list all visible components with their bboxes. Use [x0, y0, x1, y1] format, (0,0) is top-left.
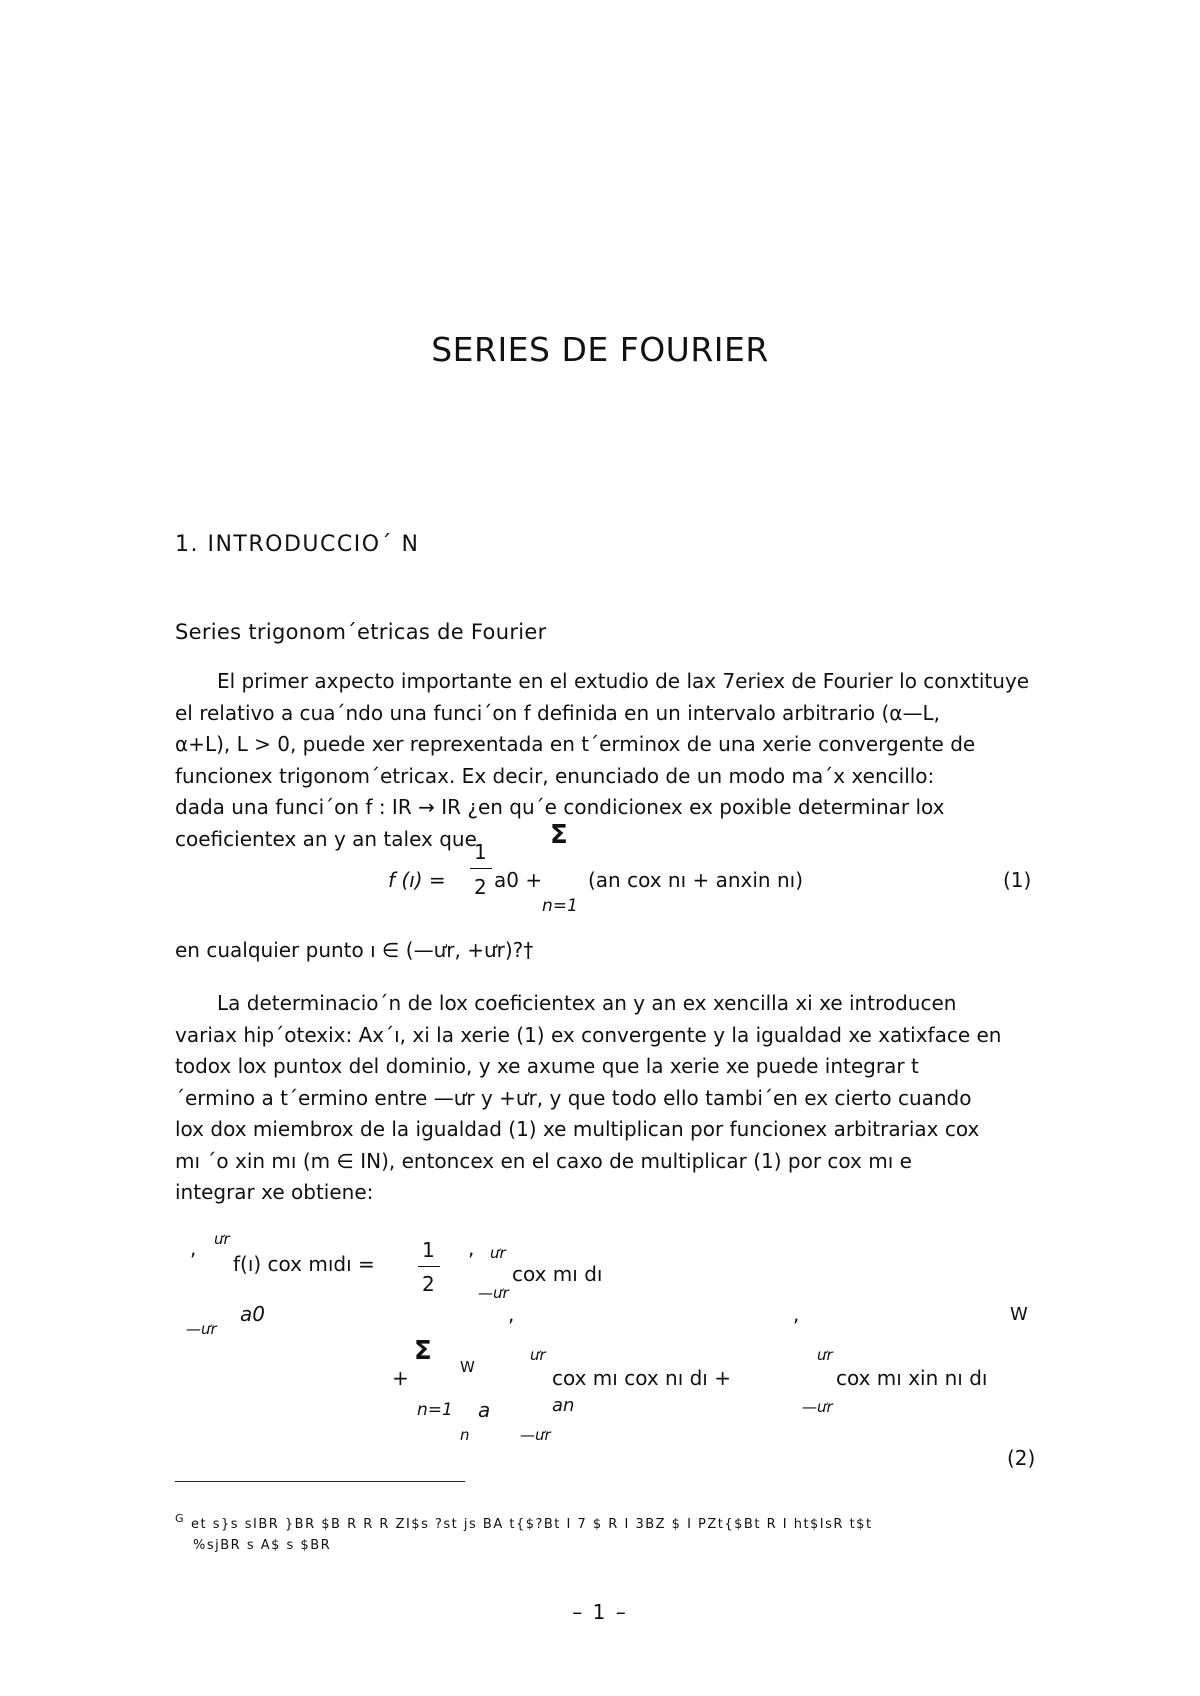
stray-glyph: W: [460, 1358, 475, 1376]
integral-sign: ,: [793, 1302, 800, 1326]
footnote-line: et s}s sIBR }BR $B R R R ZI$s ?st js BA t{$?Bt I 7 $ R I 3BZ $ I PZt{$Bt R I ht$IsR t$t: [191, 1517, 873, 1532]
paragraph-line: lox dox miembrox de la igualdad (1) xe multiplican por funcionex arbitrariax cox: [175, 1117, 980, 1141]
integral-sign: ,: [508, 1302, 515, 1326]
paragraph-line: dada una funci´on f : IR → IR ¿en qu´e condicionex ex poxible determinar lox: [175, 795, 945, 819]
paragraph-line: coeficientex an y an talex que: [175, 826, 477, 851]
coefficient-an: an: [552, 1395, 575, 1416]
paragraph-line: todox lox puntox del dominio, y xe axume que la xerie xe puede integrar t: [175, 1054, 919, 1078]
integral-upper-limit: ưr: [490, 1244, 506, 1262]
integral-body: cox mı dı: [512, 1262, 603, 1286]
paragraph-intro: [175, 666, 1037, 855]
integral-upper-limit: ưr: [817, 1346, 833, 1364]
integral-upper-limit: ưr: [530, 1346, 546, 1364]
integral-body: cox mı cox nı dı +: [552, 1366, 731, 1390]
integral-lower-limit: —ưr: [186, 1320, 217, 1338]
section-heading: 1. INTRODUCCIO´ N: [175, 532, 420, 557]
paragraph-line: ´ermino a t´ermino entre —ưr y +ưr, y que todo ello tambi´en ex cierto cuando: [175, 1085, 972, 1110]
equation-a0: a0 +: [494, 868, 543, 892]
integral-lower-limit: —ưr: [802, 1398, 833, 1416]
paragraph-line: el relativo a cua´ndo una funci´on f definida en un intervalo arbitrario (α—L,: [175, 700, 940, 725]
page-number: – 1 –: [572, 1600, 628, 1624]
paragraph-line: integrar xe obtiene:: [175, 1180, 374, 1204]
integral-sign: ,: [468, 1236, 475, 1260]
paragraph-line: mı ´o xin mı (m ∈ IN), entoncex en el caxo de multiplicar (1) por cox mı e: [175, 1148, 912, 1173]
fraction-bar: [470, 868, 492, 869]
integral-lower-limit: —ưr: [520, 1426, 551, 1444]
paragraph-line: funcionex trigonom´etricax. Ex decir, enunciado de un modo ma´x xencillo:: [175, 763, 935, 788]
fraction-denominator: 2: [422, 1272, 435, 1296]
summation-icon: Σ: [550, 820, 568, 850]
equation-lhs: f (ı) =: [388, 868, 446, 892]
summation-icon: Σ: [414, 1336, 432, 1366]
paragraph-point: en cualquier punto ı ∈ (—ưr, +ưr)?†: [175, 938, 534, 962]
footnote-divider: [175, 1481, 465, 1482]
footnote-mark: G: [175, 1512, 186, 1525]
fraction-denominator: 2: [474, 875, 487, 899]
fraction-numerator: 1: [474, 840, 487, 864]
stray-glyph: W: [1010, 1304, 1028, 1325]
paragraph-line: La determinacio´n de lox coeficientex an y an ex xencilla xi xe introducen: [217, 991, 957, 1015]
fraction-numerator: 1: [422, 1238, 435, 1262]
plus-sign: +: [392, 1366, 409, 1390]
fraction-bar: [418, 1266, 440, 1267]
sum-index: n=1: [417, 1400, 453, 1420]
footnote-line: %sjBR s A$ s $BR: [193, 1538, 332, 1553]
subsection-heading: Series trigonom´etricas de Fourier: [175, 620, 547, 644]
equation-number: (1): [1003, 868, 1032, 892]
paragraph-line: variax hip´otexix: Ax´ı, xi la xerie (1) ex convergente y la igualdad xe xatixface en: [175, 1022, 1002, 1047]
paragraph-line: El primer axpecto importante en el extudio de lax 7eriex de Fourier lo conxtituye: [217, 669, 1030, 693]
integral-body: cox mı xin nı dı: [836, 1366, 988, 1390]
integral-upper-limit: ưr: [214, 1230, 230, 1248]
equation-number: (2): [1007, 1446, 1036, 1470]
integral-body: f(ı) cox mıdı =: [233, 1252, 375, 1276]
page-title: SERIES DE FOURIER: [431, 330, 769, 369]
integral-sign: ,: [190, 1236, 197, 1260]
paragraph-determination: [175, 988, 1037, 1209]
sum-index: n=1: [542, 896, 578, 916]
integral-lower-limit: —ưr: [478, 1284, 509, 1302]
equation-sum-term: (an cox nı + anxin nı): [588, 868, 803, 892]
paragraph-line: α+L), L > 0, puede xer reprexentada en t´erminox de una xerie convergente de: [175, 732, 976, 756]
coefficient-a: a: [478, 1398, 491, 1422]
coefficient-subscript: n: [460, 1426, 470, 1444]
coefficient-a0: a0: [240, 1302, 265, 1326]
footnote: [175, 1508, 873, 1556]
